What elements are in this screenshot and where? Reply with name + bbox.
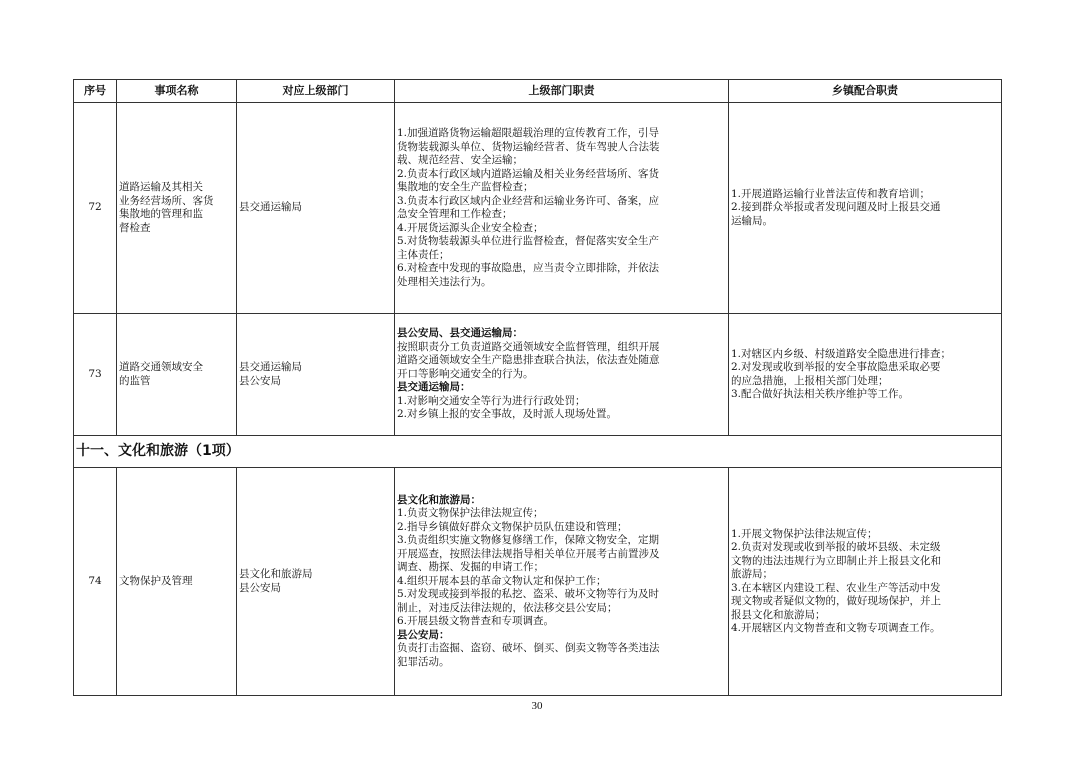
table-row — [74, 314, 1002, 436]
superior-duty-cell: 1.加强道路货物运输超限超载治理的宣传教育工作，引导 货物装载源头单位、货物运输经营者、货车驾驶人合法装 载、规范经营、安全运输； 2.负责本行政区域内道路运输及相关业务经营场所、客货 集散地的安全生产监督检查； 3.负责本行政区域内企业经营和运输业务许可、备案，应 急安全管理和工作检查； 4.开展货运源头企业安全检查； 5.对货物装载源头单位进行监督检查，督促落实安全生产 主体责任； 6.对检查中发现的事故隐患，应当责令立即排除，并依法 处理相关违法行为。 — [395, 103, 729, 314]
superior-duty-cell: 县文化和旅游局： 1.负责文物保护法律法规宣传； 2.指导乡镇做好群众文物保护员队伍建设和管理； 3.负责组织实施文物修复修缮工作，保障文物安全，定期 开展巡查，按照法律法规指导相关单位开展考古前置涉及 调查、勘探、发掘的申请工作； 4.组织开展本县的革命文物认定和保护工作； 5.对发现或接到举报的私挖、盗采、破坏文物等行为及时 制止，对违反法律法规的，依法移交县公安局； 6.开展县级文物普查和专项调查。 县公安局： 负责打击盗掘、盗窃、破坏、倒买、倒卖文物等各类违法 犯罪活动。 — [395, 468, 729, 696]
row-number: 72 — [74, 103, 117, 314]
section-heading: 十一、文化和旅游（1项） — [74, 436, 1002, 468]
table-row — [74, 103, 1002, 314]
dept-cell: 县文化和旅游局 县公安局 — [237, 468, 395, 696]
section-row — [74, 436, 1002, 468]
header-item-name: 事项名称 — [117, 80, 237, 103]
town-duty-cell: 1.开展文物保护法律法规宣传； 2.负责对发现或收到举报的破坏县级、未定级 文物的违法违规行为立即制止并上报县文化和 旅游局； 3.在本辖区内建设工程、农业生产等活动中发 现文物或者疑似文物的，做好现场保护，并上 报县文化和旅游局； 4.开展辖区内文物普查和文物专项调查工作。 — [729, 468, 1002, 696]
row-number: 74 — [74, 468, 117, 696]
superior-duty-cell: 县公安局、县交通运输局： 按照职责分工负责道路交通领域安全监督管理，组织开展 道路交通领域安全生产隐患排查联合执法，依法查处随意 开口等影响交通安全的行为。 县交通运输局： 1.对影响交通安全等行为进行行政处罚； 2.对乡镇上报的安全事故，及时派人现场处置。 — [395, 314, 729, 436]
row-number: 73 — [74, 314, 117, 436]
duty-heading: 县公安局： — [397, 628, 450, 641]
header-superior-dept: 对应上级部门 — [237, 80, 395, 103]
duty-heading: 县文化和旅游局： — [397, 493, 481, 506]
dept-cell: 县交通运输局 — [237, 103, 395, 314]
town-duty-cell: 1.开展道路运输行业普法宣传和教育培训； 2.接到群众举报或者发现问题及时上报县交通 运输局。 — [729, 103, 1002, 314]
item-name-cell: 道路交通领域安全 的监管 — [117, 314, 237, 436]
duty-heading: 县交通运输局： — [397, 381, 471, 394]
duty-heading: 县公安局、县交通运输局： — [397, 327, 523, 340]
table-row — [74, 468, 1002, 696]
page-number: 30 — [531, 700, 543, 712]
item-name-cell: 道路运输及其相关 业务经营场所、客货 集散地的管理和监 督检查 — [117, 103, 237, 314]
header-town-duty: 乡镇配合职责 — [729, 80, 1002, 103]
town-duty-cell: 1.对辖区内乡级、村级道路安全隐患进行排查； 2.对发现或收到举报的安全事故隐患采取必要 的应急措施，上报相关部门处理； 3.配合做好执法相关秩序维护等工作。 — [729, 314, 1002, 436]
item-name-cell: 文物保护及管理 — [117, 468, 237, 696]
header-superior-duty: 上级部门职责 — [395, 80, 729, 103]
header-no: 序号 — [74, 80, 117, 103]
duty-table — [73, 79, 1002, 696]
dept-cell: 县交通运输局 县公安局 — [237, 314, 395, 436]
table-header-row — [74, 80, 1002, 103]
